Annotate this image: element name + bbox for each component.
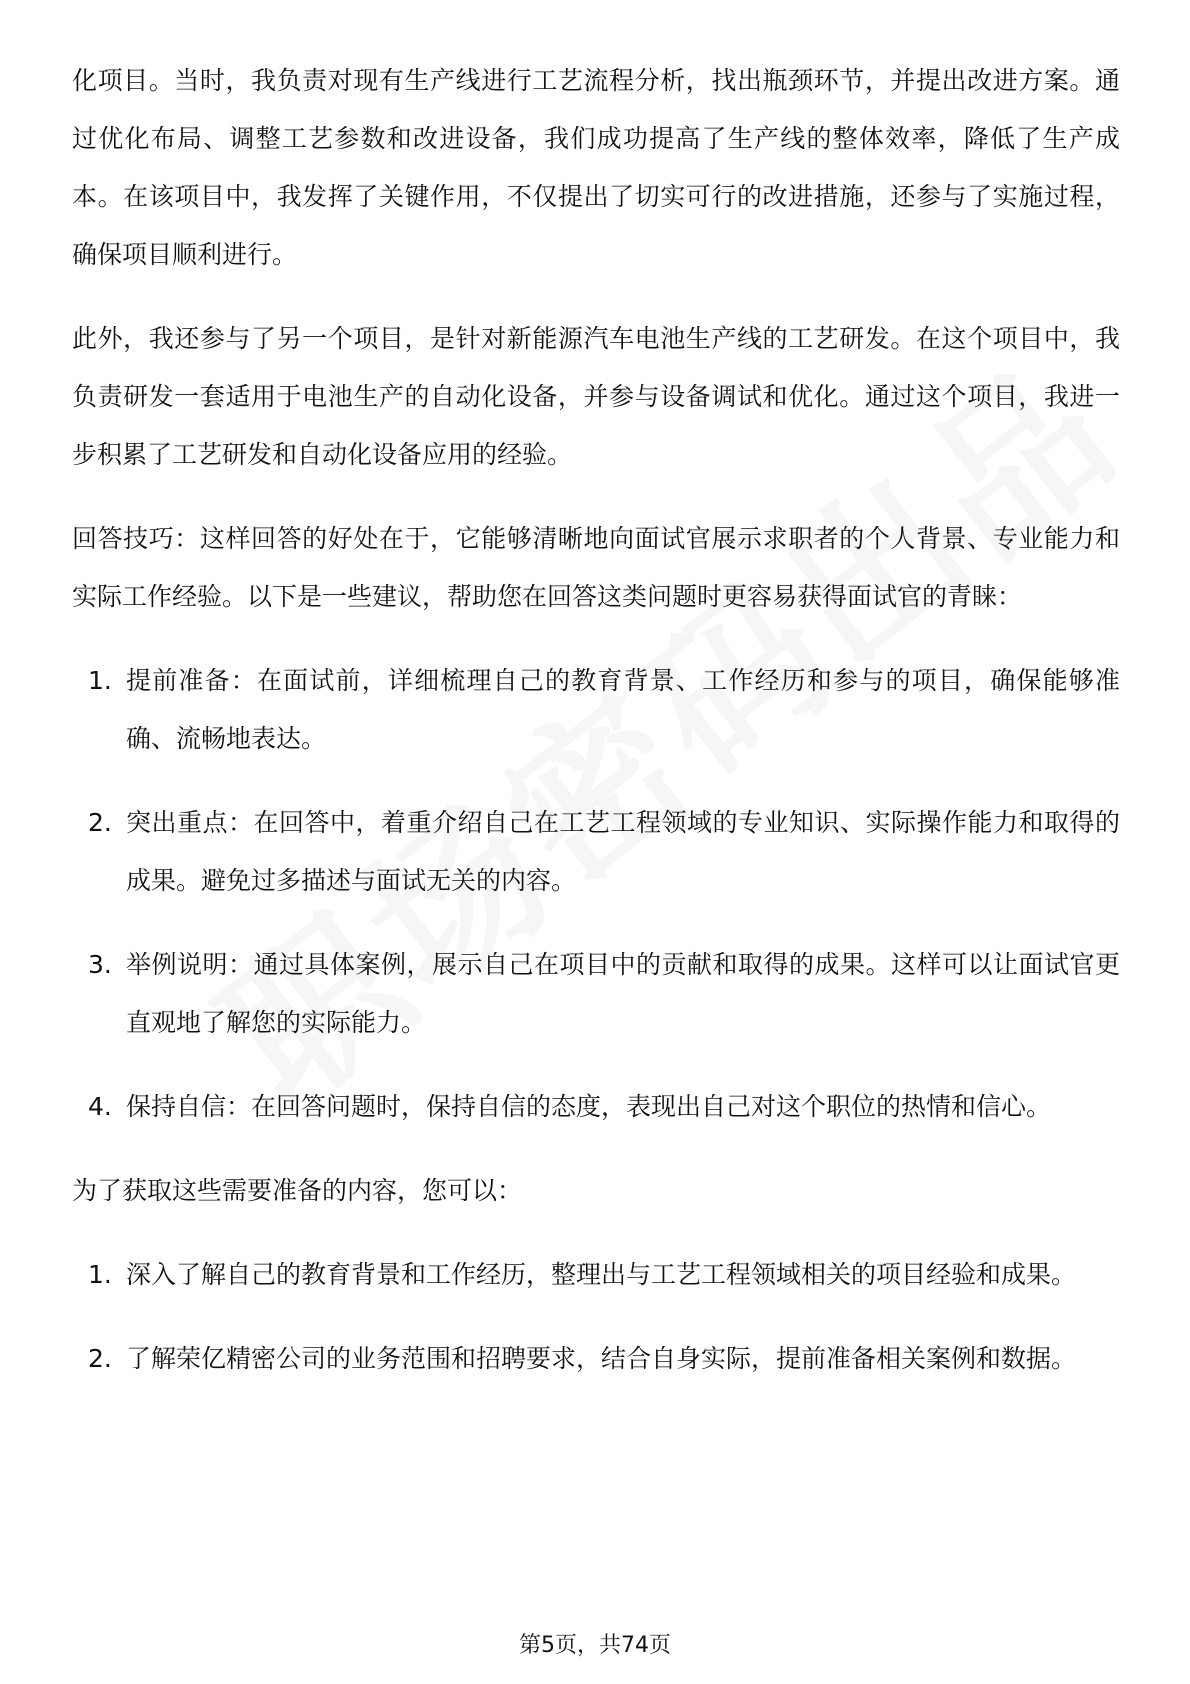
list-number: 3. bbox=[88, 950, 112, 979]
paragraph-project-2: 此外，我还参与了另一个项目，是针对新能源汽车电池生产线的工艺研发。在这个项目中，我负责研发一套适用于电池生产的自动化设备，并参与设备调试和优化。通过这个项目，我进一步积累了工艺研发和自动化设备应用的经验。 bbox=[72, 324, 1120, 469]
list-number: 4. bbox=[88, 1092, 112, 1121]
list-text: 了解荣亿精密公司的业务范围和招聘要求，结合自身实际，提前准备相关案例和数据。 bbox=[126, 1344, 1077, 1373]
list-number: 2. bbox=[88, 808, 112, 837]
list-item bbox=[72, 652, 1120, 768]
list-item bbox=[72, 936, 1120, 1052]
paragraph-project-1: 化项目。当时，我负责对现有生产线进行工艺流程分析，找出瓶颈环节，并提出改进方案。通过优化布局、调整工艺参数和改进设备，我们成功提高了生产线的整体效率，降低了生产成本。在该项目中，我发挥了关键作用，不仅提出了切实可行的改进措施，还参与了实施过程，确保项目顺利进行。 bbox=[72, 66, 1120, 269]
paragraph-answer-tips: 回答技巧：这样回答的好处在于，它能够清晰地向面试官展示求职者的个人背景、专业能力和实际工作经验。以下是一些建议，帮助您在回答这类问题时更容易获得面试官的青睐： bbox=[72, 524, 1120, 611]
paragraph-prep-intro: 为了获取这些需要准备的内容，您可以： bbox=[72, 1176, 523, 1205]
list-item bbox=[72, 1078, 1120, 1136]
list-item bbox=[72, 1246, 1120, 1304]
list-text: 举例说明：通过具体案例，展示自己在项目中的贡献和取得的成果。这样可以让面试官更直观地了解您的实际能力。 bbox=[126, 950, 1120, 1037]
list-number: 2. bbox=[88, 1344, 112, 1373]
list-text: 深入了解自己的教育背景和工作经历，整理出与工艺工程领域相关的项目经验和成果。 bbox=[126, 1260, 1077, 1289]
list-item bbox=[72, 794, 1120, 910]
list-number: 1. bbox=[88, 1260, 112, 1289]
document-body bbox=[72, 52, 1120, 1414]
tips-list bbox=[72, 652, 1120, 1136]
list-text: 保持自信：在回答问题时，保持自信的态度，表现出自己对这个职位的热情和信心。 bbox=[126, 1092, 1052, 1121]
list-item bbox=[72, 1330, 1120, 1388]
prep-list bbox=[72, 1246, 1120, 1388]
list-text: 突出重点：在回答中，着重介绍自己在工艺工程领域的专业知识、实际操作能力和取得的成果。避免过多描述与面试无关的内容。 bbox=[126, 808, 1120, 895]
list-text: 提前准备：在面试前，详细梳理自己的教育背景、工作经历和参与的项目，确保能够准确、流畅地表达。 bbox=[126, 666, 1120, 753]
page-footer: 第5页，共74页 bbox=[519, 1633, 671, 1658]
list-number: 1. bbox=[88, 666, 112, 695]
